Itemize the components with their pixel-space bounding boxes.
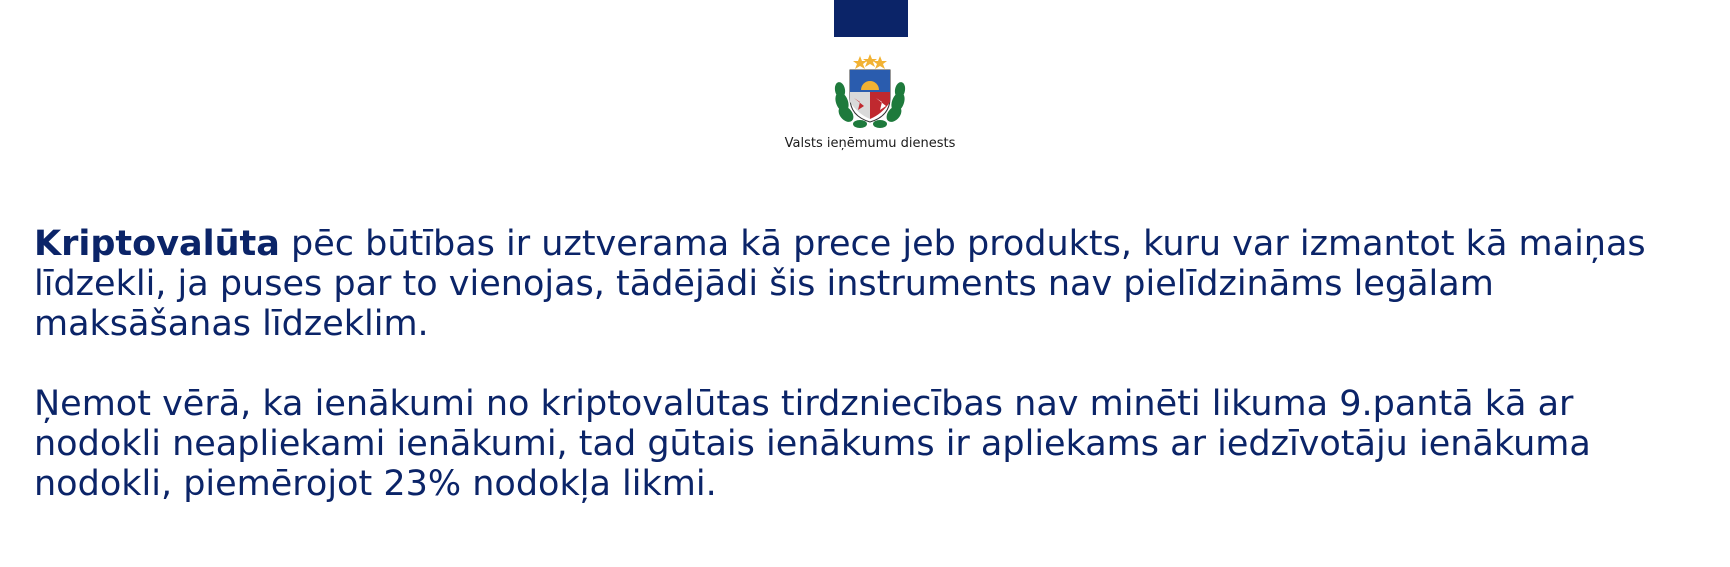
agency-name: Valsts ieņēmumu dienests — [784, 136, 956, 151]
paragraph-tax-rule: Ņemot vērā, ka ienākumi no kriptovalūtas tirdzniecības nav minēti likuma 9.pantā kā ar nodokli neapliekami ienākumi, tad gūtais ienākums ir apliekams ar iedzīvotāju ienākuma nodokli, piemērojot 23% nodokļa likmi. — [34, 384, 1591, 504]
main-content — [34, 224, 1694, 504]
top-brand-bar — [834, 0, 908, 37]
paragraph-text: pēc būtības ir uztverama kā prece jeb produkts, kuru var izmantot kā maiņas līdzekli, ja puses par to vienojas, tādējādi šis instruments nav pielīdzināms legālam maksāšanas līdzeklim. — [34, 224, 1646, 344]
coat-of-arms-icon — [830, 52, 910, 132]
paragraph-crypto-definition — [34, 224, 1694, 344]
bold-term: Kriptovalūta — [34, 224, 280, 264]
